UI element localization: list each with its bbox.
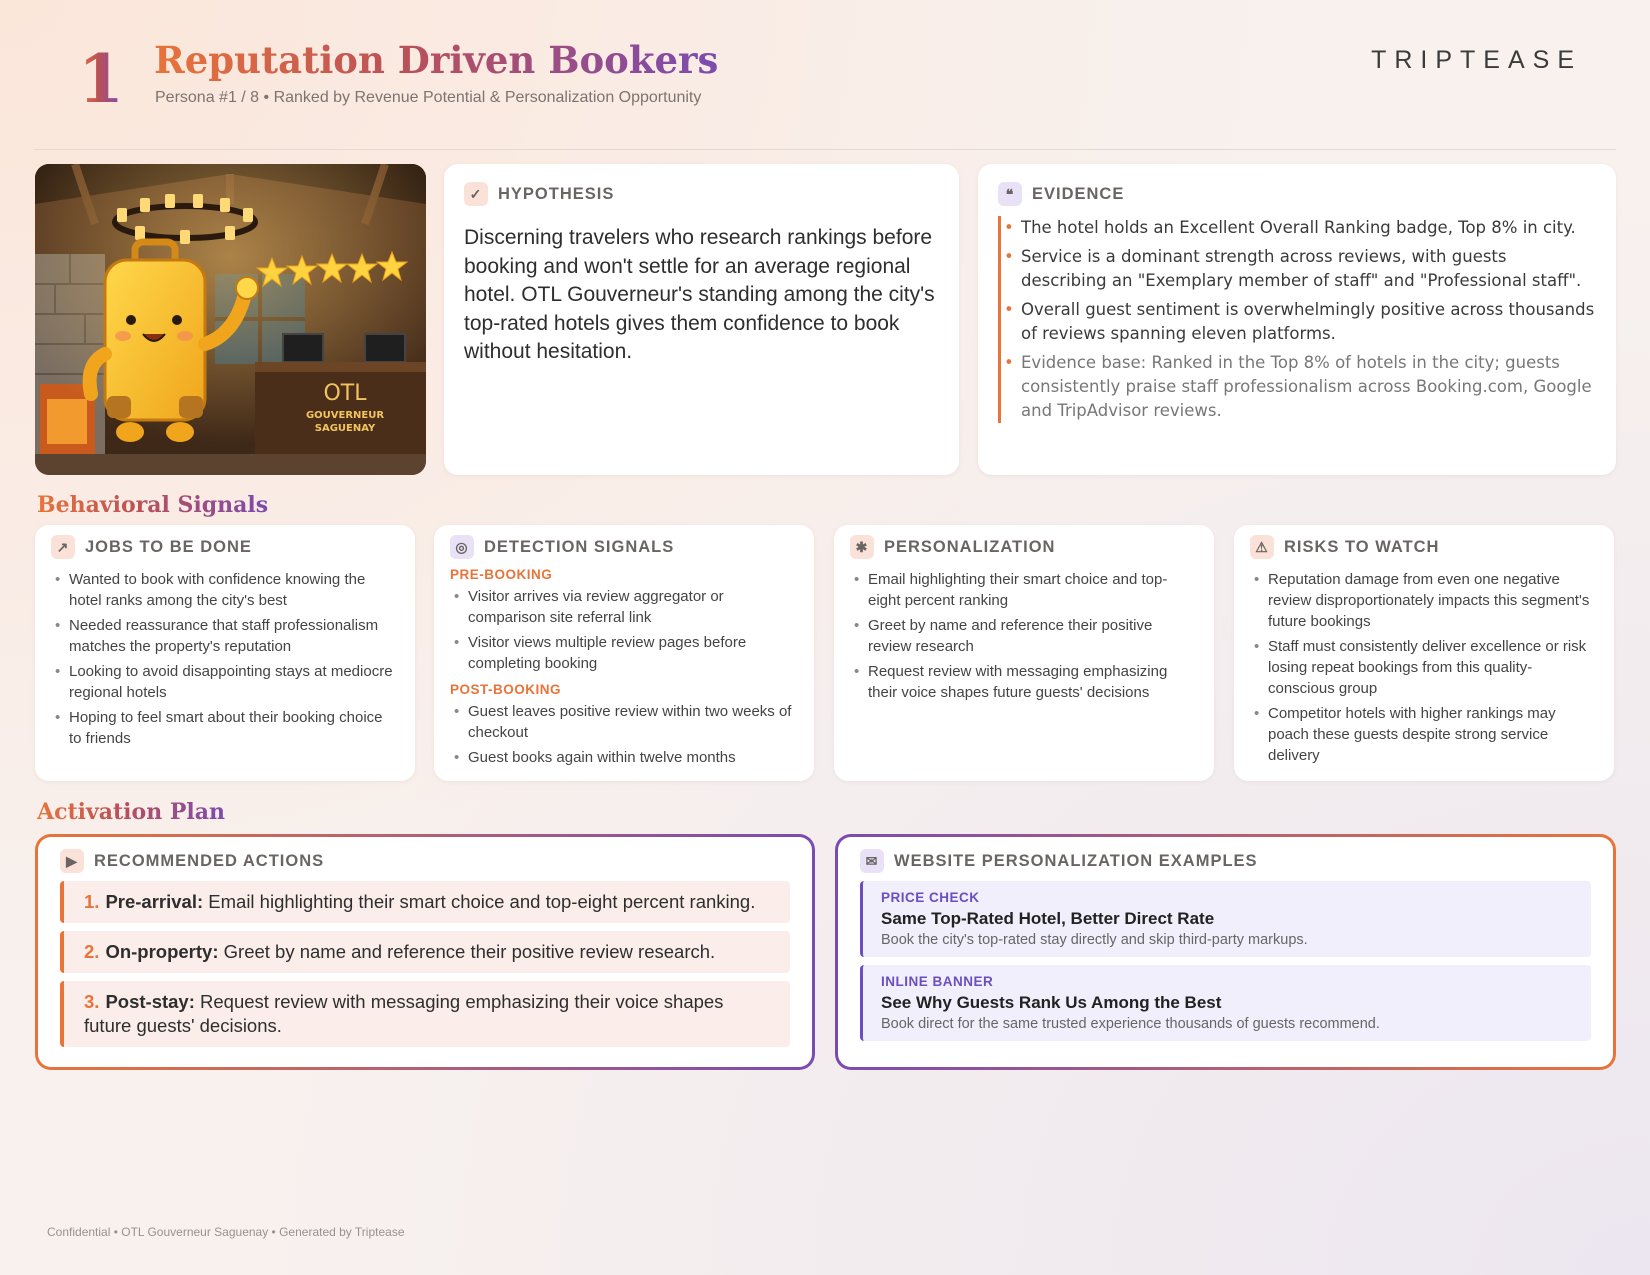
website-examples-card [835,834,1616,1070]
personalization-card [834,525,1214,781]
pre-booking-label: PRE-BOOKING [450,567,553,582]
action-number: 1. [84,891,100,912]
list-item: • Guest books again within twelve months [450,747,798,768]
play-icon: ▶ [60,849,84,873]
list-item: • Looking to avoid disappointing stays at mediocre regional hotels [51,661,399,703]
quote-icon: ❝ [998,182,1022,206]
list-item: • Request review with messaging emphasizing their voice shapes future guests' decisions [850,661,1198,703]
action-text: Request review with messaging emphasizing their voice shapes future guests' decisions. [84,991,724,1036]
action-item [60,981,790,1047]
post-booking-list [450,701,798,768]
detection-heading: DETECTION SIGNALS [484,537,675,556]
evidence-header [998,182,1596,206]
list-item: • Hoping to feel smart about their booking choice to friends [51,707,399,749]
evidence-base-item: • Evidence base: Ranked in the Top 8% of hotels in the city; guests consistently praise staff professionalism across Booking.com, Google and TripAdvisor reviews. [1021,351,1596,423]
list-item: • Needed reassurance that staff professionalism matches the property's reputation [51,615,399,657]
evidence-heading: EVIDENCE [1032,184,1125,203]
desk-sign-otl: OTL [323,381,367,406]
list-item: • Greet by name and reference their positive review research [850,615,1198,657]
examples-heading: WEBSITE PERSONALIZATION EXAMPLES [894,851,1258,870]
action-item [60,931,790,973]
recommended-actions-card [35,834,815,1070]
example-item [860,881,1591,957]
list-item: • Visitor views multiple review pages before completing booking [450,632,798,674]
risks-list [1250,569,1598,766]
personalization-list [850,569,1198,703]
activation-plan-title: Activation Plan [37,799,226,825]
example-tag: PRICE CHECK [881,890,980,905]
page-subtitle: Persona #1 / 8 • Ranked by Revenue Potential & Personalization Opportunity [155,89,702,106]
desk-sign-line3: SAGUENAY [314,423,376,434]
sparkle-icon: ✱ [850,535,874,559]
actions-heading: RECOMMENDED ACTIONS [94,851,325,870]
pre-booking-list [450,586,798,674]
action-number: 2. [84,941,100,962]
example-title: See Why Guests Rank Us Among the Best [881,993,1222,1012]
website-examples-inner [838,837,1613,1067]
list-item: • Wanted to book with confidence knowing the hotel ranks among the city's best [51,569,399,611]
evidence-item: • Service is a dominant strength across reviews, with guests describing an "Exemplary member of staff" and "Professional staff". [1021,245,1596,293]
persona-rank: 1 [78,40,124,118]
hotel-lobby-illustration [35,164,426,475]
check-icon: ✓ [464,182,488,206]
evidence-item: • The hotel holds an Excellent Overall Ranking badge, Top 8% in city. [1021,216,1596,240]
behavioral-signals-title: Behavioral Signals [37,492,269,518]
hypothesis-text: Discerning travelers who research rankings before booking and won't settle for an average regional hotel. OTL Gouverneur's standing among the city's top-rated hotels gives them confidence to book without hesitation. [464,226,935,363]
risks-heading: RISKS TO WATCH [1284,537,1440,556]
target-icon: ◎ [450,535,474,559]
example-title: Same Top-Rated Hotel, Better Direct Rate [881,909,1215,928]
list-item: • Email highlighting their smart choice and top-eight percent ranking [850,569,1198,611]
personalization-header [850,535,1198,559]
page-title: Reputation Driven Bookers [154,38,719,82]
example-tag: INLINE BANNER [881,974,994,989]
hypothesis-header [464,182,939,206]
evidence-list [998,216,1596,423]
action-number: 3. [84,991,100,1012]
risks-card [1234,525,1614,781]
page-header [34,30,1616,150]
evidence-item: • Overall guest sentiment is overwhelmingly positive across thousands of reviews spanning eleven platforms. [1021,298,1596,346]
jobs-header [51,535,399,559]
action-label: On-property: [105,941,219,962]
example-description: Book direct for the same trusted experience thousands of guests recommend. [881,1016,1380,1032]
personalization-heading: PERSONALIZATION [884,537,1056,556]
list-item: • Staff must consistently deliver excellence or risk losing repeat bookings from this quality-conscious group [1250,636,1598,699]
list-item: • Guest leaves positive review within two weeks of checkout [450,701,798,743]
action-text: Email highlighting their smart choice and top-eight percent ranking. [208,891,756,912]
detection-signals-card [434,525,814,781]
actions-header [60,849,790,873]
action-label: Pre-arrival: [105,891,204,912]
post-booking-label: POST-BOOKING [450,682,562,697]
action-label: Post-stay: [105,991,195,1012]
example-item [860,965,1591,1041]
list-item: • Competitor hotels with higher rankings may poach these guests despite strong service delivery [1250,703,1598,766]
warning-icon: ⚠ [1250,535,1274,559]
action-item [60,881,790,923]
desk-sign-line2: GOUVERNEUR [305,410,385,421]
brand-logo: TRIPTEASE [1371,46,1582,74]
jobs-heading: JOBS TO BE DONE [85,537,252,556]
trend-arrow-icon: ↗ [51,535,75,559]
recommended-actions-inner [38,837,812,1067]
jobs-list [51,569,399,749]
risks-header [1250,535,1598,559]
hero-illustration [35,164,426,475]
list-item: • Visitor arrives via review aggregator or comparison site referral link [450,586,798,628]
hypothesis-card [444,164,959,475]
list-item: • Reputation damage from even one negative review disproportionately impacts this segment's future bookings [1250,569,1598,632]
evidence-card [978,164,1616,475]
jobs-to-be-done-card [35,525,415,781]
hypothesis-heading: HYPOTHESIS [498,184,615,203]
mail-icon: ✉ [860,849,884,873]
examples-header [860,849,1591,873]
action-text: Greet by name and reference their positive review research. [223,941,716,962]
detection-header [450,535,798,559]
page-footer: Confidential • OTL Gouverneur Saguenay • Generated by Triptease [47,1225,405,1239]
example-description: Book the city's top-rated stay directly and skip third-party markups. [881,932,1308,948]
